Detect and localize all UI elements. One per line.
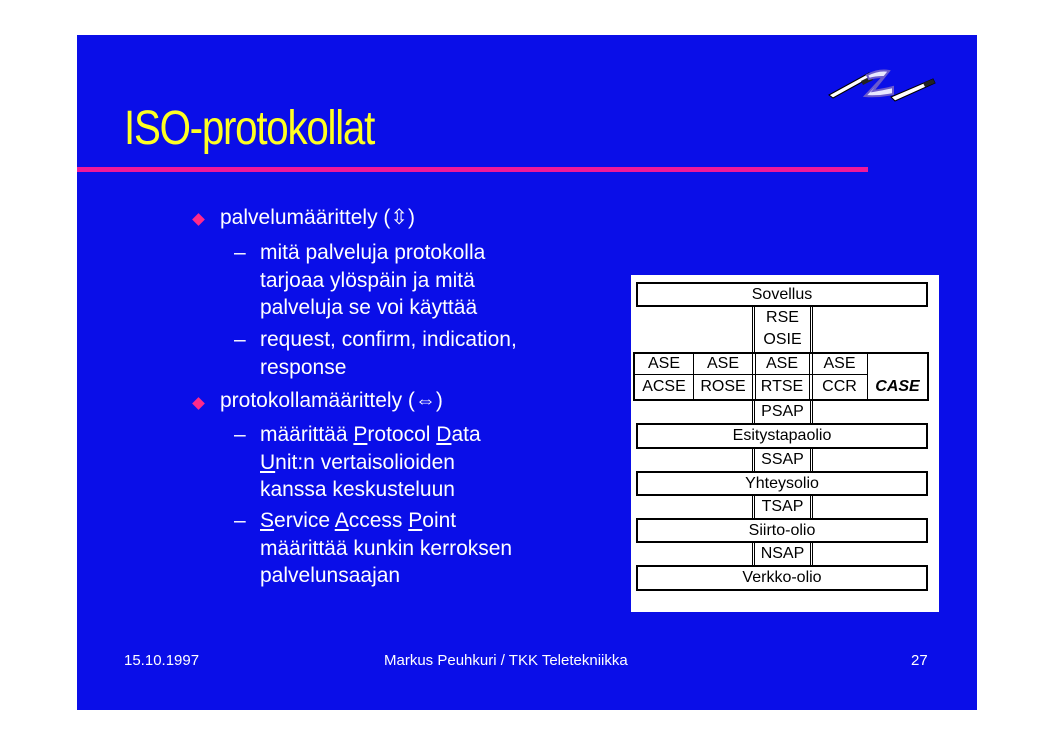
verkko-olio-box: Verkko-olio xyxy=(636,565,928,591)
bullet-diamond-icon xyxy=(192,397,205,410)
ase-cell: ASE xyxy=(823,355,856,372)
sub-bullet-1: mitä palveluja protokolla tarjoaa ylöspäin ja mitä palveluja se voi käyttää xyxy=(260,241,486,319)
ssap-box: SSAP xyxy=(752,449,813,471)
ase-cell: ASE xyxy=(706,355,739,372)
dash-3: – xyxy=(234,423,246,446)
dash-2: – xyxy=(234,328,246,351)
siirto-olio-box: Siirto-olio xyxy=(636,518,928,543)
sub-bullet-2: request, confirm, indication, response xyxy=(260,328,517,379)
rse-osie-box: RSE OSIE xyxy=(752,307,813,352)
dash-4: – xyxy=(234,509,246,532)
footer-author: Markus Peuhkuri / TKK Teletekniikka xyxy=(384,652,628,669)
dash-1: – xyxy=(234,241,246,264)
footer-date: 15.10.1997 xyxy=(124,652,200,669)
sub-bullet-4: Service Access Point määrittää kunkin kerroksen palvelunsaajan xyxy=(260,509,513,587)
bullet-diamond-icon xyxy=(192,213,205,226)
ase-cell: ASE xyxy=(647,355,680,372)
bullet-1: palvelumäärittely (⇳) xyxy=(220,206,415,229)
rose-cell: ROSE xyxy=(700,378,746,395)
sovellus-box: Sovellus xyxy=(636,282,928,307)
ase-cell: ASE xyxy=(765,355,798,372)
esitystapaolio-box: Esitystapaolio xyxy=(636,423,928,449)
slide-title: ISO-protokollat xyxy=(124,102,375,155)
tsap-box: TSAP xyxy=(752,496,813,518)
yhteysolio-box: Yhteysolio xyxy=(636,471,928,496)
title-divider xyxy=(77,167,868,172)
case-label: CASE xyxy=(875,378,920,395)
nsap-box: NSAP xyxy=(752,543,813,565)
bullet-2: protokollamäärittely (⇔) xyxy=(220,389,443,412)
ccr-cell: CCR xyxy=(822,378,857,395)
acse-cell: ACSE xyxy=(642,378,686,395)
footer-page-number: 27 xyxy=(911,652,928,669)
sub-bullet-3: määrittää Protocol Data Unit:n vertaisolioiden kanssa keskusteluun xyxy=(260,423,481,501)
psap-box: PSAP xyxy=(752,401,813,423)
rtse-cell: RTSE xyxy=(760,378,804,395)
osi-diagram xyxy=(631,275,939,612)
slide xyxy=(77,35,977,710)
logo-icon xyxy=(827,63,939,108)
